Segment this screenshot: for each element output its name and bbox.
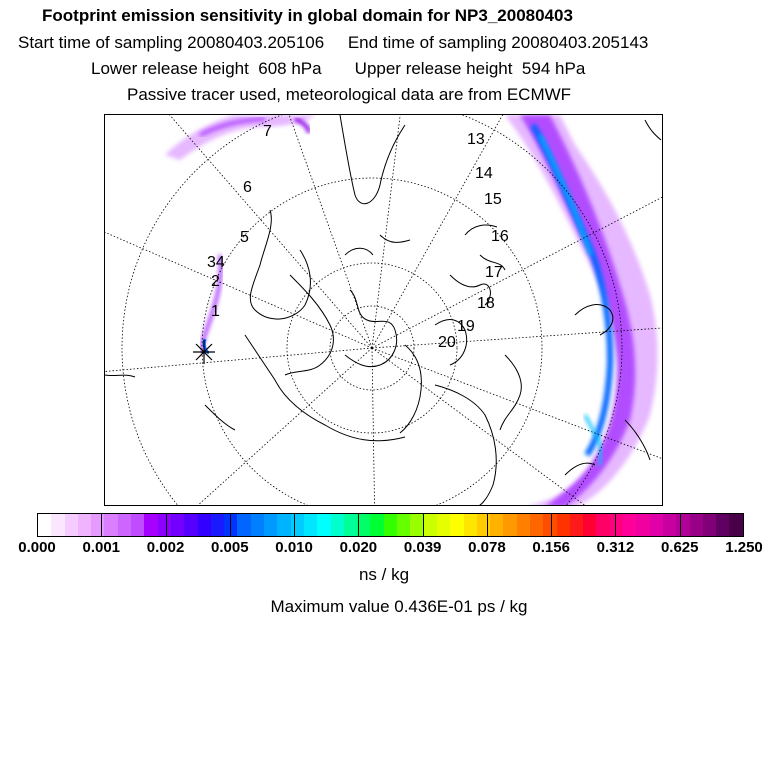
colorbar-segment — [570, 514, 583, 536]
colorbar-tick-label: 0.005 — [211, 539, 249, 556]
colorbar-divider — [101, 514, 102, 536]
colorbar-segment — [78, 514, 91, 536]
colorbar-segment — [690, 514, 703, 536]
colorbar-segment — [636, 514, 649, 536]
colorbar-segment — [557, 514, 570, 536]
colorbar-segment — [663, 514, 676, 536]
colorbar-divider — [423, 514, 424, 536]
colorbar-divider — [680, 514, 681, 536]
colorbar-unit-label: ns / kg — [358, 565, 410, 584]
trajectory-label-1: 1 — [211, 303, 220, 320]
colorbar-divider — [358, 514, 359, 536]
colorbar-segment — [118, 514, 131, 536]
colorbar-segment — [437, 514, 450, 536]
colorbar-segment — [171, 514, 184, 536]
release-height-line: Lower release height 608 hPa Upper release height 594 hPa — [91, 59, 586, 78]
colorbar-segment — [583, 514, 596, 536]
colorbar-segment — [65, 514, 78, 536]
colorbar-segment — [51, 514, 64, 536]
colorbar-divider — [294, 514, 295, 536]
colorbar-segment — [291, 514, 304, 536]
colorbar-segment — [503, 514, 516, 536]
colorbar-tick-label: 0.020 — [339, 539, 378, 556]
figure-title: Footprint emission sensitivity in global domain for NP3_20080403 — [42, 6, 573, 25]
colorbar — [37, 513, 744, 537]
trajectory-label-17: 17 — [485, 264, 503, 281]
colorbar-tick-label: 0.000 — [18, 539, 56, 556]
colorbar-segment — [623, 514, 636, 536]
colorbar-segment — [490, 514, 503, 536]
trajectory-label-2: 2 — [211, 273, 220, 290]
colorbar-segment — [596, 514, 609, 536]
colorbar-segment — [650, 514, 663, 536]
trajectory-label-34: 34 — [207, 254, 225, 271]
colorbar-tick-label: 0.312 — [596, 539, 635, 556]
polar-map-panel — [104, 114, 663, 506]
colorbar-segment — [317, 514, 330, 536]
colorbar-segment — [450, 514, 463, 536]
colorbar-segment — [91, 514, 104, 536]
colorbar-segment — [158, 514, 171, 536]
trajectory-label-19: 19 — [457, 318, 475, 335]
colorbar-tick-label: 0.625 — [660, 539, 699, 556]
colorbar-segment — [370, 514, 383, 536]
colorbar-segment — [424, 514, 437, 536]
colorbar-divider — [230, 514, 231, 536]
trajectory-label-7: 7 — [263, 123, 272, 140]
colorbar-segment — [277, 514, 290, 536]
colorbar-divider — [487, 514, 488, 536]
colorbar-segment — [184, 514, 197, 536]
colorbar-tick-label: 0.010 — [275, 539, 313, 556]
colorbar-segment — [676, 514, 689, 536]
colorbar-tick-label: 0.156 — [532, 539, 570, 556]
colorbar-tick-label: 0.039 — [403, 539, 442, 556]
release-point-asterisk-icon — [193, 340, 215, 364]
map-canvas — [105, 115, 663, 506]
sampling-time-line: Start time of sampling 20080403.205106 End time of sampling 20080403.205143 — [18, 33, 649, 52]
colorbar-segment — [304, 514, 317, 536]
colorbar-segment — [477, 514, 490, 536]
trajectory-label-5: 5 — [240, 229, 249, 246]
trajectory-label-18: 18 — [477, 295, 495, 312]
colorbar-segment — [464, 514, 477, 536]
colorbar-segment — [384, 514, 397, 536]
trajectory-label-13: 13 — [467, 131, 485, 148]
colorbar-segment — [344, 514, 357, 536]
colorbar-segment — [211, 514, 224, 536]
emission-plume-north — [165, 115, 315, 160]
colorbar-segment — [517, 514, 530, 536]
trajectory-label-20: 20 — [438, 334, 456, 351]
colorbar-tick-label: 0.002 — [146, 539, 185, 556]
colorbar-segment — [331, 514, 344, 536]
colorbar-segment — [131, 514, 144, 536]
trajectory-label-16: 16 — [491, 228, 509, 245]
colorbar-segment — [543, 514, 556, 536]
trajectory-label-6: 6 — [243, 179, 252, 196]
colorbar-divider — [551, 514, 552, 536]
trajectory-label-14: 14 — [475, 165, 493, 182]
colorbar-segment — [530, 514, 543, 536]
colorbar-segment — [38, 514, 51, 536]
emission-plume-east — [505, 115, 658, 506]
trajectory-labels — [207, 123, 509, 351]
colorbar-segment — [729, 514, 742, 536]
tracer-info-line: Passive tracer used, meteorological data are from ECMWF — [127, 85, 572, 104]
colorbar-tick-label: 1.250 — [725, 539, 763, 556]
colorbar-tick-label: 0.078 — [468, 539, 506, 556]
colorbar-segment — [264, 514, 277, 536]
colorbar-divider — [166, 514, 167, 536]
colorbar-segment — [716, 514, 729, 536]
colorbar-segment — [198, 514, 211, 536]
colorbar-divider — [615, 514, 616, 536]
colorbar-segment — [251, 514, 264, 536]
colorbar-segment — [104, 514, 117, 536]
colorbar-segment — [144, 514, 157, 536]
colorbar-segment — [397, 514, 410, 536]
colorbar-tick-label: 0.001 — [82, 539, 121, 556]
colorbar-segment — [703, 514, 716, 536]
colorbar-segment — [237, 514, 250, 536]
colorbar-segment — [410, 514, 423, 536]
trajectory-label-15: 15 — [484, 191, 502, 208]
maximum-value-label: Maximum value 0.436E-01 ps / kg — [270, 597, 528, 616]
